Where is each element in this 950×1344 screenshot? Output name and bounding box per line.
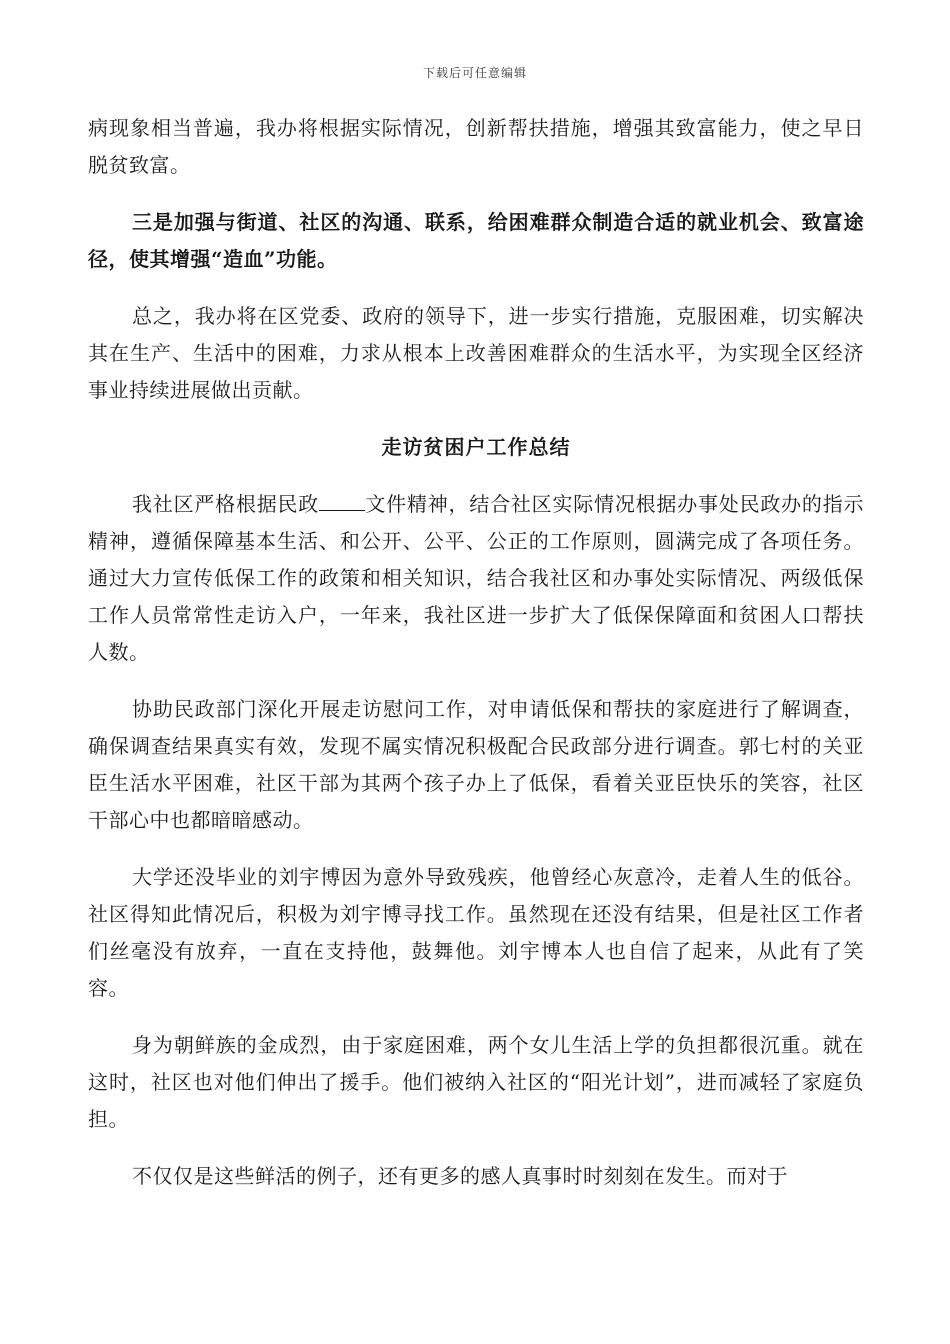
paragraph-third-measure: 三是加强与街道、社区的沟通、联系，给困难群众制造合适的就业机会、致富途径，使其增强“造血”功能。 bbox=[88, 210, 864, 271]
paragraph-visits: 协助民政部门深化开展走访慰问工作，对申请低保和帮扶的家庭进行了解调查，确保调查结果真实有效，发现不属实情况积极配合民政部分进行调查。郭七村的关亚臣生活水平困难，社区干部为其两个孩子办上了低保，看着关亚臣快乐的笑容，社区干部心中也都暗暗感动。 bbox=[88, 697, 864, 832]
page-header: 下载后可任意编辑 bbox=[422, 66, 527, 80]
paragraph-intro-rest: 文件精神，结合社区实际情况根据办事处民政办的指示精神，遵循保障基本生活、和公开、公平、公正的工作原则，圆满完成了各项任务。通过大力宣传低保工作的政策和相关知识，结合我社区和办事处实际情况、两级低保工作人员常常性走访入户，一年来，我社区进一步扩大了低保保障面和贫困人口帮扶人数。 bbox=[88, 492, 865, 664]
section-title: 走访贫困户工作总结 bbox=[381, 435, 571, 459]
paragraph-jin-chenglie: 身为朝鲜族的金成烈，由于家庭困难，两个女儿生活上学的负担都很沉重。就在这时，社区也对他们伸出了援手。他们被纳入社区的“阳光计划”，进而减轻了家庭负担。 bbox=[88, 1033, 864, 1131]
paragraph-liu-yubo: 大学还没毕业的刘宇博因为意外导致残疾，他曾经心灰意冷，走着人生的低谷。社区得知此情况后，积极为刘宇博寻找工作。虽然现在还没有结果，但是社区工作者们丝毫没有放弃，一直在支持他，鼓舞他。刘宇博本人也自信了起来，从此有了笑容。 bbox=[88, 865, 864, 1000]
blank-underline bbox=[319, 492, 365, 511]
paragraph-intro-start: 我社区严格根据民政 bbox=[132, 492, 320, 516]
paragraph-intro bbox=[88, 486, 864, 671]
document-body bbox=[88, 110, 864, 1195]
paragraph-closing: 不仅仅是这些鲜活的例子，还有更多的感人真事时时刻刻在发生。而对于 bbox=[132, 1164, 788, 1188]
paragraph-continuation: 病现象相当普遍，我办将根据实际情况，创新帮扶措施，增强其致富能力，使之早日脱贫致富。 bbox=[88, 116, 864, 177]
paragraph-conclusion: 总之，我办将在区党委、政府的领导下，进一步实行措施，克服困难，切实解决其在生产、生活中的困难，力求从根本上改善困难群众的生活水平，为实现全区经济事业持续进展做出贡献。 bbox=[88, 304, 864, 402]
